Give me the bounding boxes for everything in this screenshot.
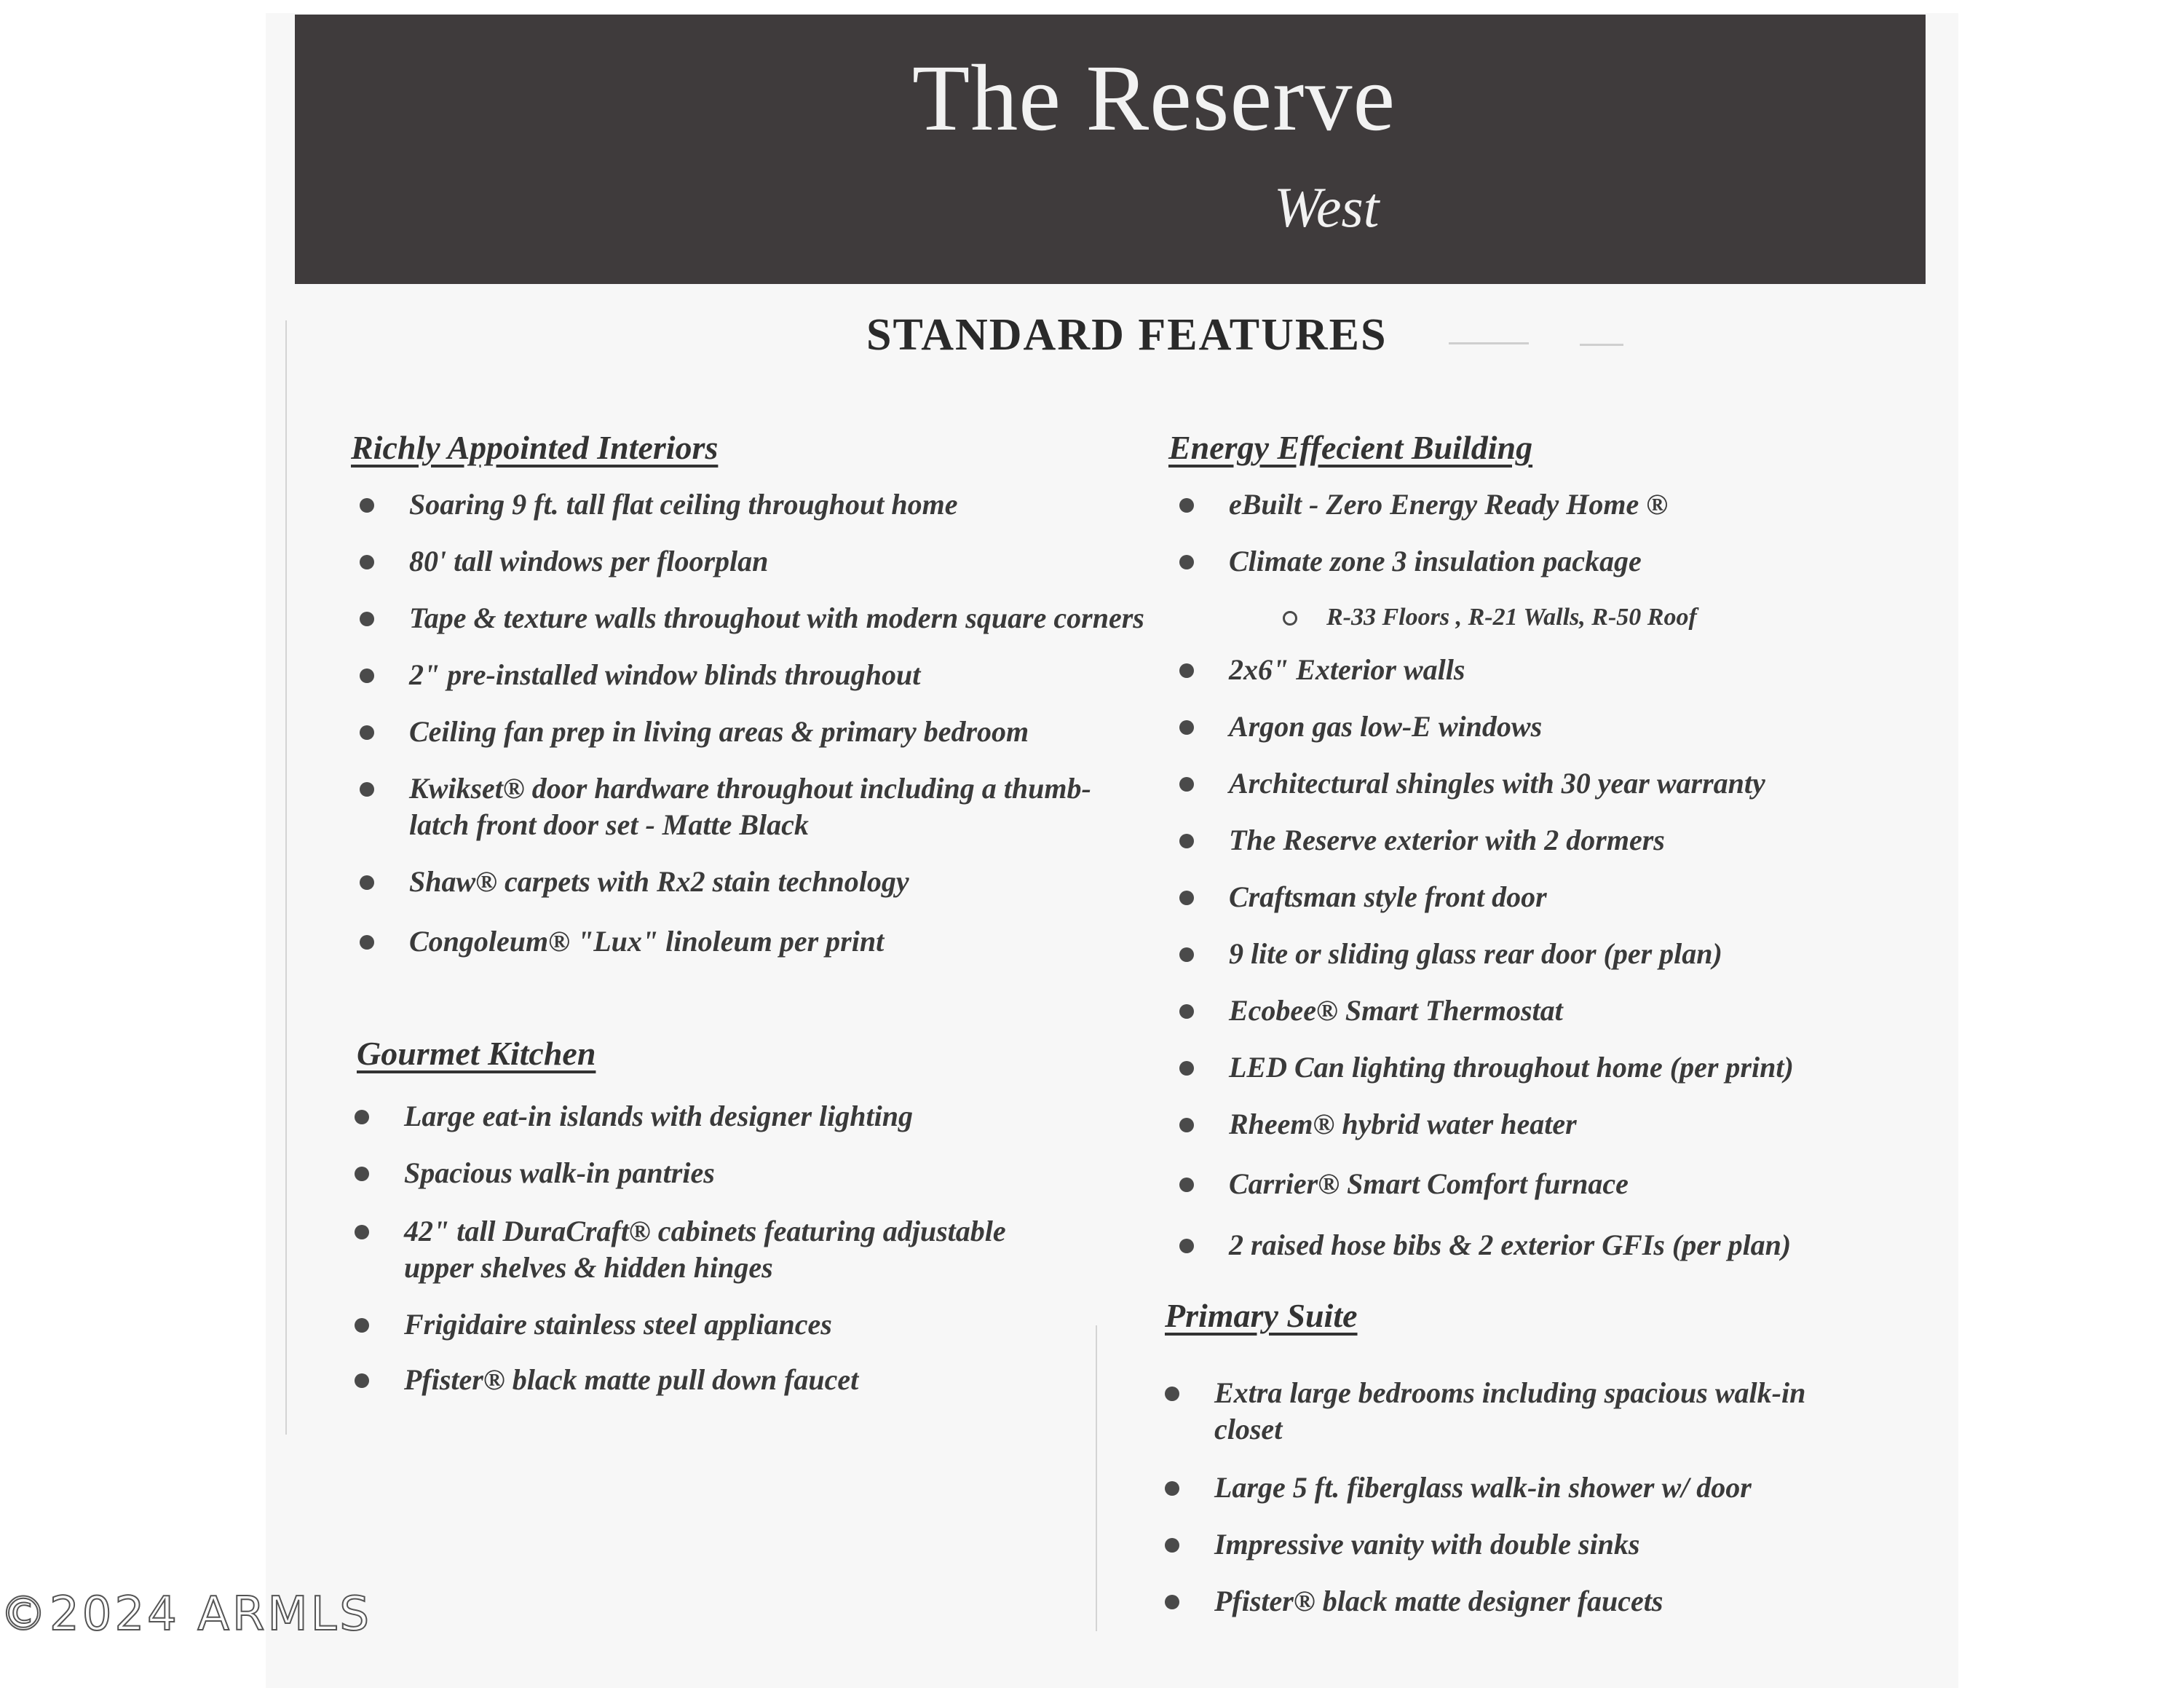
list-item: Large 5 ft. fiberglass walk-in shower w/ door <box>1214 1470 1855 1506</box>
list-item: eBuilt - Zero Energy Ready Home ® <box>1229 486 1928 523</box>
list-item: Large eat-in islands with designer lighting <box>404 1098 1081 1135</box>
bullet-icon <box>1179 1239 1194 1253</box>
bullet-icon <box>1179 891 1194 905</box>
bullet-icon <box>1179 834 1194 848</box>
bullet-icon <box>1179 1118 1194 1132</box>
bullet-icon <box>1179 1178 1194 1192</box>
list-item: 2" pre-installed window blinds throughout <box>409 657 1144 693</box>
hollow-bullet-icon <box>1283 611 1297 626</box>
list-item: Impressive vanity with double sinks <box>1214 1526 1855 1563</box>
community-subtitle: West <box>1274 175 1380 239</box>
copyright-watermark: ©2024 ARMLS <box>0 1588 372 1641</box>
list-item: Ceiling fan prep in living areas & primary bedroom <box>409 714 1144 750</box>
list-item: 9 lite or sliding glass rear door (per plan) <box>1229 936 1928 972</box>
list-item: 2x6" Exterior walls <box>1229 652 1928 688</box>
community-title: The Reserve <box>911 46 1396 151</box>
heading-rule <box>1449 342 1529 344</box>
section-title-kitchen: Gourmet Kitchen <box>357 1035 596 1072</box>
suite-list <box>1214 1375 1855 1620</box>
bullet-icon <box>360 875 374 890</box>
bullet-icon <box>1179 720 1194 735</box>
energy-list-top <box>1229 486 1928 580</box>
bullet-icon <box>355 1318 369 1333</box>
bullet-icon <box>355 1225 369 1239</box>
section-title-energy: Energy Effecient Building <box>1168 429 1533 466</box>
section-title-interiors: Richly Appointed Interiors <box>351 429 719 466</box>
list-item: Spacious walk-in pantries <box>404 1155 1081 1191</box>
list-item: Ecobee® Smart Thermostat <box>1229 993 1928 1029</box>
list-item: Carrier® Smart Comfort furnace <box>1229 1166 1928 1202</box>
bullet-icon <box>355 1373 369 1388</box>
page-heading: STANDARD FEATURES <box>866 310 1388 360</box>
list-subitem: R-33 Floors , R-21 Walls, R-50 Roof <box>1326 602 1697 634</box>
bullet-icon <box>360 935 374 950</box>
interiors-list <box>409 486 1144 960</box>
list-item: Frigidaire stainless steel appliances <box>404 1306 1081 1343</box>
bullet-icon <box>1179 555 1194 569</box>
bullet-icon <box>360 782 374 797</box>
bullet-icon <box>1165 1595 1179 1609</box>
bullet-icon <box>1165 1538 1179 1553</box>
column-divider <box>1096 1325 1097 1631</box>
bullet-icon <box>1179 663 1194 678</box>
bullet-icon <box>1179 498 1194 513</box>
bullet-icon <box>1165 1387 1179 1401</box>
list-item: Soaring 9 ft. tall flat ceiling throughout home <box>409 486 1144 523</box>
list-item: Shaw® carpets with Rx2 stain technology <box>409 864 1144 900</box>
insulation-sublist <box>1326 602 1697 634</box>
heading-rule <box>1580 344 1623 346</box>
bullet-icon <box>1179 1004 1194 1019</box>
list-item: LED Can lighting throughout home (per print) <box>1229 1049 1928 1086</box>
bullet-icon <box>360 498 374 513</box>
list-item: Craftsman style front door <box>1229 879 1928 915</box>
list-item: 42" tall DuraCraft® cabinets featuring adjustable upper shelves & hidden hinges <box>404 1213 1081 1286</box>
bullet-icon <box>360 555 374 569</box>
list-item: 2 raised hose bibs & 2 exterior GFIs (per plan) <box>1229 1227 1928 1263</box>
kitchen-list <box>404 1098 1081 1398</box>
list-item: The Reserve exterior with 2 dormers <box>1229 822 1928 859</box>
bullet-icon <box>360 669 374 683</box>
energy-list-bottom <box>1229 652 1928 1263</box>
list-item: Rheem® hybrid water heater <box>1229 1106 1928 1143</box>
list-item: Extra large bedrooms including spacious walk-in closet <box>1214 1375 1855 1448</box>
list-item: Kwikset® door hardware throughout including a thumb-latch front door set - Matte Black <box>409 770 1144 843</box>
bullet-icon <box>1165 1481 1179 1496</box>
bullet-icon <box>360 612 374 626</box>
list-item: Tape & texture walls throughout with modern square corners <box>409 600 1144 636</box>
section-title-suite: Primary Suite <box>1165 1297 1358 1334</box>
list-item: Climate zone 3 insulation package <box>1229 543 1928 580</box>
bullet-icon <box>360 725 374 740</box>
margin-line <box>285 320 287 1435</box>
bullet-icon <box>355 1110 369 1124</box>
bullet-icon <box>1179 777 1194 792</box>
header-banner <box>295 15 1926 284</box>
bullet-icon <box>1179 947 1194 962</box>
list-item: Argon gas low-E windows <box>1229 709 1928 745</box>
list-item: 80' tall windows per floorplan <box>409 543 1144 580</box>
list-item: Congoleum® "Lux" linoleum per print <box>409 923 1144 960</box>
bullet-icon <box>355 1167 369 1181</box>
list-item: Architectural shingles with 30 year warranty <box>1229 765 1928 802</box>
list-item: Pfister® black matte pull down faucet <box>404 1362 1081 1398</box>
list-item: Pfister® black matte designer faucets <box>1214 1583 1855 1620</box>
bullet-icon <box>1179 1061 1194 1076</box>
